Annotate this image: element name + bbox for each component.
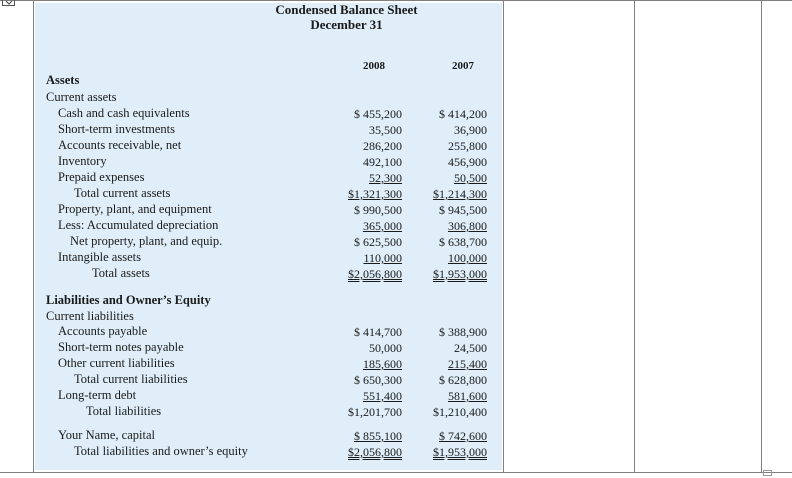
grid-col-a-line bbox=[33, 0, 34, 473]
value-2007: 581,600 bbox=[448, 389, 487, 403]
row-label: Short-term investments bbox=[58, 122, 175, 136]
grid-top-border bbox=[0, 0, 792, 1]
value-2008: 185,600 bbox=[363, 357, 402, 371]
value-2008: 110,000 bbox=[363, 251, 402, 265]
value-2008: $ 414,700 bbox=[354, 325, 402, 339]
value-2008: 492,100 bbox=[363, 155, 402, 169]
value-2008: $ 855,100 bbox=[354, 429, 402, 443]
value-2007: 50,500 bbox=[454, 171, 487, 185]
row-label: Total current liabilities bbox=[74, 372, 188, 386]
value-2007: $1,210,400 bbox=[433, 405, 487, 419]
grid-col-c-line bbox=[634, 0, 635, 473]
value-2008: 52,300 bbox=[369, 171, 402, 185]
value-2008: $2,056,800 bbox=[348, 267, 402, 281]
value-2008: $ 455,200 bbox=[354, 107, 402, 121]
row-label: Total current assets bbox=[74, 186, 171, 200]
value-2008: 551,400 bbox=[363, 389, 402, 403]
row-label: Inventory bbox=[58, 154, 107, 168]
value-2007: $ 742,600 bbox=[439, 429, 487, 443]
value-2007: 456,900 bbox=[448, 155, 487, 169]
row-label: Accounts payable bbox=[58, 324, 148, 338]
value-2007: $1,214,300 bbox=[433, 187, 487, 201]
value-2007: $ 638,700 bbox=[439, 235, 487, 249]
row-label: Property, plant, and equipment bbox=[58, 202, 212, 216]
value-2007: 36,900 bbox=[454, 123, 487, 137]
current-assets-heading: Current assets bbox=[46, 90, 117, 104]
value-2007: $1,953,000 bbox=[433, 267, 487, 281]
value-2008: $1,321,300 bbox=[348, 187, 402, 201]
value-2007: $1,953,000 bbox=[433, 445, 487, 459]
value-2007: 24,500 bbox=[454, 341, 487, 355]
row-label: Total assets bbox=[92, 266, 150, 280]
value-2008: 35,500 bbox=[369, 123, 402, 137]
sheet-date: December 31 bbox=[310, 17, 383, 32]
row-label: Cash and cash equivalents bbox=[58, 106, 190, 120]
grid-col-d-line bbox=[761, 0, 762, 473]
row-label: Total liabilities and owner’s equity bbox=[74, 444, 248, 458]
current-liabilities-heading: Current liabilities bbox=[46, 309, 134, 323]
select-all-icon[interactable] bbox=[2, 0, 15, 6]
value-2008: $1,201,700 bbox=[348, 405, 402, 419]
row-label: Intangible assets bbox=[58, 250, 141, 264]
value-2007: $ 414,200 bbox=[439, 107, 487, 121]
row-label: Prepaid expenses bbox=[58, 170, 145, 184]
value-2007: 255,800 bbox=[448, 139, 487, 153]
row-label: Your Name, capital bbox=[58, 428, 155, 442]
row-label: Other current liabilities bbox=[58, 356, 175, 370]
value-2007: $ 628,800 bbox=[439, 373, 487, 387]
value-2008: $ 990,500 bbox=[354, 203, 402, 217]
value-2007: 100,000 bbox=[448, 251, 487, 265]
grid-col-b-line bbox=[503, 0, 504, 473]
value-2008: $ 650,300 bbox=[354, 373, 402, 387]
value-2008: 286,200 bbox=[363, 139, 402, 153]
value-2008: $2,056,800 bbox=[348, 445, 402, 459]
value-2007: 306,800 bbox=[448, 219, 487, 233]
value-2007: $ 945,500 bbox=[439, 203, 487, 217]
row-label: Less: Accumulated depreciation bbox=[58, 218, 219, 232]
year-2007-header: 2007 bbox=[452, 60, 474, 72]
year-2008-header: 2008 bbox=[363, 60, 385, 72]
row-label: Long-term debt bbox=[58, 388, 137, 402]
value-2008: 365,000 bbox=[363, 219, 402, 233]
row-label: Net property, plant, and equip. bbox=[70, 234, 223, 248]
value-2007: $ 388,900 bbox=[439, 325, 487, 339]
liabilities-heading: Liabilities and Owner’s Equity bbox=[46, 293, 211, 307]
row-label: Accounts receivable, net bbox=[58, 138, 182, 152]
value-2008: $ 625,500 bbox=[354, 235, 402, 249]
resize-handle[interactable] bbox=[763, 470, 772, 476]
row-label: Total liabilities bbox=[86, 404, 162, 418]
grid-bottom-border bbox=[0, 472, 792, 473]
value-2007: 215,400 bbox=[448, 357, 487, 371]
sheet-title: Condensed Balance Sheet bbox=[275, 2, 418, 17]
assets-heading: Assets bbox=[46, 73, 80, 87]
value-2008: 50,000 bbox=[369, 341, 402, 355]
row-label: Short-term notes payable bbox=[58, 340, 184, 354]
